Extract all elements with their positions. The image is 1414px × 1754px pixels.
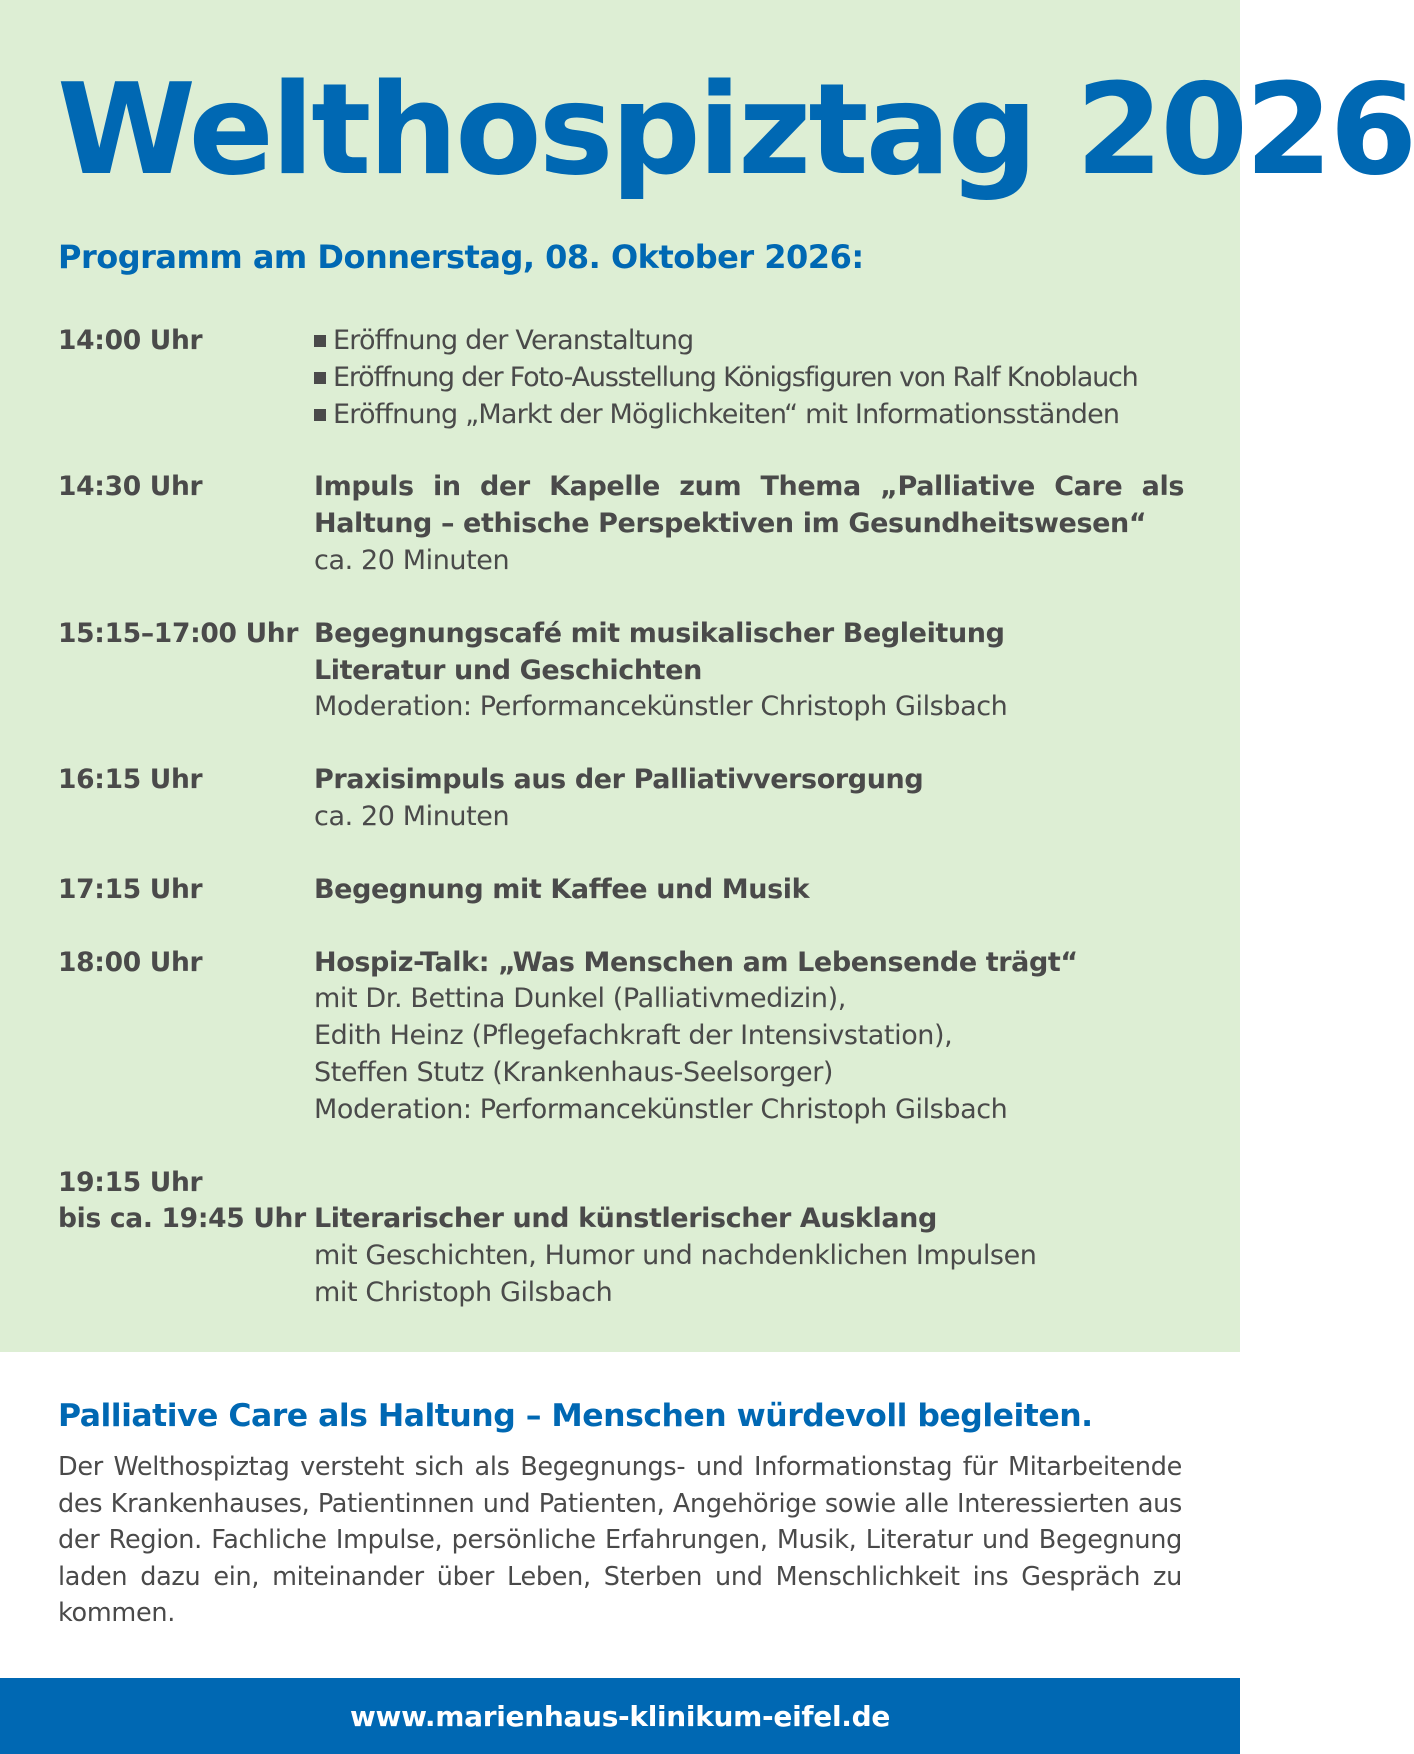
schedule-time [58,872,314,909]
schedule-list [58,323,1184,1348]
item-title: Begegnung mit Kaffee und Musik [314,873,810,905]
time-label: 15:15–17:00 Uhr [58,617,299,649]
time-label: 18:00 Uhr [58,946,203,978]
opening-bullet-list [314,323,1184,433]
line-spacer [314,1165,1184,1202]
time-label: 19:15 Uhr [58,1166,203,1198]
time-label-end: bis ca. 19:45 Uhr [58,1203,306,1235]
schedule-item [58,469,1184,579]
website-link[interactable]: www.marienhaus-klinikum-eifel.de [349,1699,891,1733]
item-title: Begegnungscafé mit musikalischer Begleitung [314,617,1005,649]
schedule-time [58,469,314,579]
time-label: 14:30 Uhr [58,471,203,503]
item-detail: Moderation: Performancekünstler Christoph Gilsbach [314,691,1008,723]
item-detail: Moderation: Performancekünstler Christoph Gilsbach [314,1093,1008,1125]
time-label: 17:15 Uhr [58,873,203,905]
page-title: Welthospiztag 2026 [57,56,1414,203]
bullet-text: Eröffnung „Markt der Möglichkeiten“ mit Informationsständen [333,398,1120,430]
schedule-item [58,945,1184,1129]
program-date-subtitle: Programm am Donnerstag, 08. Oktober 2026: [58,238,864,276]
schedule-time [58,323,314,433]
bullet-item [314,397,1184,434]
schedule-content [314,616,1184,726]
time-label: 14:00 Uhr [58,325,203,356]
square-bullet-icon [314,409,326,421]
item-detail: Edith Heinz (Pflegefachkraft der Intensivstation), [314,1020,953,1052]
schedule-content [314,762,1184,836]
item-detail: ca. 20 Minuten [314,800,510,832]
bullet-item [314,360,1184,397]
about-heading: Palliative Care als Haltung – Menschen würdevoll begleiten. [58,1398,1093,1434]
item-detail: mit Christoph Gilsbach [314,1276,613,1308]
item-detail: mit Dr. Bettina Dunkel (Palliativmedizin), [314,983,846,1015]
schedule-time [58,616,314,726]
bullet-item [314,323,1184,360]
item-detail: ca. 20 Minuten [314,544,510,576]
schedule-item [58,616,1184,726]
schedule-content [314,872,1184,909]
item-detail: mit Geschichten, Humor und nachdenklichen Impulsen [314,1240,1037,1272]
square-bullet-icon [314,372,326,384]
square-bullet-icon [314,335,326,347]
time-label: 16:15 Uhr [58,764,203,796]
item-title: Impuls in der Kapelle zum Thema „Palliative Care als Haltung – ethische Perspektiven im Gesundheitswesen“ [314,471,1184,540]
schedule-time [58,1165,314,1312]
about-text: Der Welthospiztag versteht sich als Begegnungs- und Informationstag für Mitarbeitende des Krankenhauses, Patientinnen und Patienten, Angehörige sowie alle Interessierten aus der Region. Fachliche Impulse, persönliche Erfahrungen, Musik, Literatur und Begegnung laden dazu ein, miteinander über Leben, Sterben und Menschlichkeit ins Gespräch zu kommen. [58,1452,1182,1628]
item-title: Praxisimpuls aus der Palliativversorgung [314,764,924,796]
item-title: Literarischer und künstlerischer Ausklang [314,1203,937,1235]
footer-bar [0,1678,1240,1754]
schedule-content [314,469,1184,579]
item-title: Literatur und Geschichten [314,654,702,686]
schedule-item [58,872,1184,909]
schedule-content [314,323,1184,433]
schedule-item [58,1165,1184,1312]
schedule-time [58,762,314,836]
schedule-item [58,762,1184,836]
item-title: Hospiz-Talk: „Was Menschen am Lebensende trägt“ [314,946,1078,978]
schedule-item [58,323,1184,433]
schedule-content [314,945,1184,1129]
schedule-time [58,945,314,1129]
bullet-text: Eröffnung der Veranstaltung [333,325,694,356]
item-detail: Steffen Stutz (Krankenhaus-Seelsorger) [314,1056,834,1088]
schedule-content [314,1165,1184,1312]
bullet-text: Eröffnung der Foto-Ausstellung Königsfiguren von Ralf Knoblauch [333,361,1138,393]
